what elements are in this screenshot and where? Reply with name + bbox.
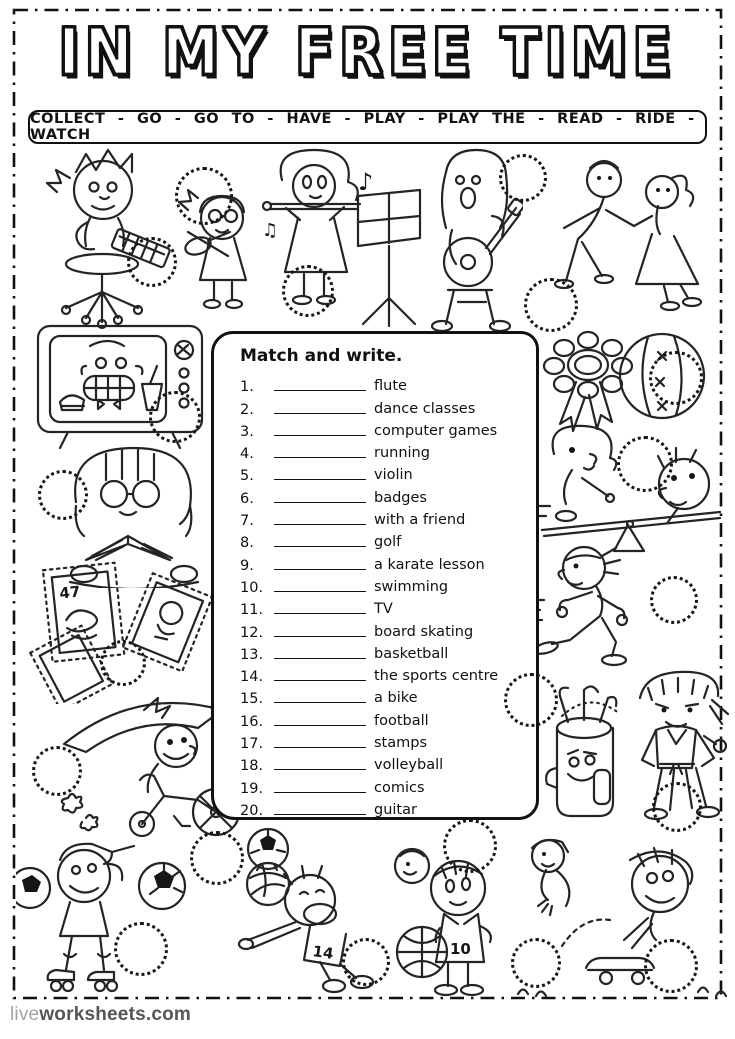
write-in-blank[interactable] — [274, 377, 366, 391]
answer-drop-zone[interactable] — [114, 922, 168, 976]
item-text: volleyball — [374, 757, 444, 774]
answer-drop-zone[interactable] — [100, 640, 146, 686]
answer-drop-zone[interactable] — [652, 782, 702, 832]
item-text: the sports centre — [374, 668, 499, 685]
match-row — [240, 685, 536, 707]
item-number: 8. — [240, 535, 254, 552]
write-in-blank[interactable] — [274, 600, 366, 614]
answer-drop-zone[interactable] — [649, 351, 703, 405]
answer-drop-zone[interactable] — [644, 939, 698, 993]
item-text: board skating — [374, 623, 474, 640]
item-number: 13. — [240, 646, 264, 663]
match-row — [240, 574, 536, 596]
item-text: stamps — [374, 735, 428, 752]
answer-drop-zone[interactable] — [175, 167, 233, 225]
item-text: running — [374, 445, 430, 462]
svg-text:10: 10 — [450, 940, 471, 958]
music-note-icon: ♪ — [358, 168, 374, 196]
item-number: 2. — [240, 401, 254, 418]
item-number: 17. — [240, 736, 264, 753]
write-in-blank[interactable] — [274, 689, 366, 703]
item-number: 20. — [240, 802, 264, 819]
write-in-blank[interactable] — [274, 734, 366, 748]
write-in-blank[interactable] — [274, 667, 366, 681]
brand-worksheets-com: worksheets.com — [39, 1004, 192, 1025]
answer-drop-zone[interactable] — [342, 938, 390, 986]
match-row — [240, 596, 536, 618]
verb-word-bank-text: COLLECT - GO - GO TO - HAVE - PLAY - PLAY THE - READ - RIDE - WATCH — [30, 111, 695, 143]
brand-live: live — [10, 1004, 40, 1025]
item-number: 1. — [240, 379, 254, 396]
write-in-blank[interactable] — [274, 556, 366, 570]
item-text: swimming — [374, 578, 449, 595]
item-text: a bike — [374, 690, 418, 707]
item-number: 19. — [240, 780, 264, 797]
write-in-blank[interactable] — [274, 645, 366, 659]
worksheet-title: IN MY FREE TIME — [58, 16, 677, 90]
write-in-blank[interactable] — [274, 623, 366, 637]
item-number: 15. — [240, 691, 264, 708]
answer-drop-zone[interactable] — [32, 746, 82, 796]
write-in-blank[interactable] — [274, 578, 366, 592]
item-number: 16. — [240, 713, 264, 730]
match-row — [240, 484, 536, 506]
match-list — [240, 373, 536, 819]
write-in-blank[interactable] — [274, 489, 366, 503]
write-in-blank[interactable] — [274, 756, 366, 770]
answer-drop-zone[interactable] — [617, 436, 673, 492]
item-number: 6. — [240, 490, 254, 507]
item-text: violin — [374, 467, 413, 484]
match-row — [240, 395, 536, 417]
match-row — [240, 418, 536, 440]
answer-drop-zone[interactable] — [127, 237, 177, 287]
item-text: with a friend — [374, 512, 466, 529]
match-row — [240, 752, 536, 774]
item-number: 7. — [240, 513, 254, 530]
item-number: 9. — [240, 557, 254, 574]
write-in-blank[interactable] — [274, 779, 366, 793]
match-row — [240, 618, 536, 640]
answer-drop-zone[interactable] — [650, 576, 698, 624]
item-text: dance classes — [374, 400, 476, 417]
answer-drop-zone[interactable] — [524, 278, 578, 332]
item-text: guitar — [374, 801, 417, 818]
match-row — [240, 663, 536, 685]
write-in-blank[interactable] — [274, 466, 366, 480]
item-number: 12. — [240, 624, 264, 641]
exercise-instruction: Match and write. — [240, 346, 403, 366]
item-text: flute — [374, 378, 407, 395]
svg-text:14: 14 — [311, 942, 335, 963]
match-row — [240, 797, 536, 819]
item-text: TV — [374, 601, 393, 618]
svg-text:47: 47 — [58, 582, 82, 603]
write-in-blank[interactable] — [274, 511, 366, 525]
answer-drop-zone[interactable] — [499, 154, 547, 202]
item-number: 3. — [240, 423, 254, 440]
item-number: 4. — [240, 446, 254, 463]
item-number: 14. — [240, 669, 264, 686]
item-text: golf — [374, 534, 402, 551]
item-text: basketball — [374, 645, 449, 662]
answer-drop-zone[interactable] — [149, 391, 201, 443]
write-in-blank[interactable] — [274, 801, 366, 815]
match-row — [240, 641, 536, 663]
match-row — [240, 462, 536, 484]
match-row — [240, 774, 536, 796]
match-row — [240, 707, 536, 729]
match-row — [240, 529, 536, 551]
girl-rollerskating-illustration — [16, 830, 196, 1002]
kid-playing-computer-games-illustration — [28, 142, 193, 342]
item-number: 11. — [240, 602, 264, 619]
write-in-blank[interactable] — [274, 533, 366, 547]
answer-drop-zone[interactable] — [511, 938, 561, 988]
item-text: badges — [374, 489, 427, 506]
answer-drop-zone[interactable] — [282, 265, 334, 317]
write-in-blank[interactable] — [274, 422, 366, 436]
match-row — [240, 373, 536, 395]
match-row — [240, 507, 536, 529]
write-in-blank[interactable] — [274, 400, 366, 414]
write-in-blank[interactable] — [274, 444, 366, 458]
item-text: a karate lesson — [374, 556, 485, 573]
music-notes-icon: ♫ — [262, 220, 279, 241]
item-text: comics — [374, 779, 425, 796]
item-text: football — [374, 712, 429, 729]
item-text: computer games — [374, 422, 498, 439]
match-row — [240, 730, 536, 752]
match-and-write-box — [211, 331, 539, 820]
answer-drop-zone[interactable] — [38, 470, 88, 520]
item-number: 10. — [240, 579, 264, 596]
item-number: 5. — [240, 468, 254, 485]
answer-drop-zone[interactable] — [190, 831, 244, 885]
match-row — [240, 440, 536, 462]
verb-word-bank — [28, 110, 707, 144]
site-credit — [10, 1004, 191, 1026]
match-row — [240, 551, 536, 573]
item-number: 18. — [240, 758, 264, 775]
answer-drop-zone[interactable] — [504, 673, 558, 727]
answer-drop-zone[interactable] — [443, 819, 497, 873]
write-in-blank[interactable] — [274, 712, 366, 726]
